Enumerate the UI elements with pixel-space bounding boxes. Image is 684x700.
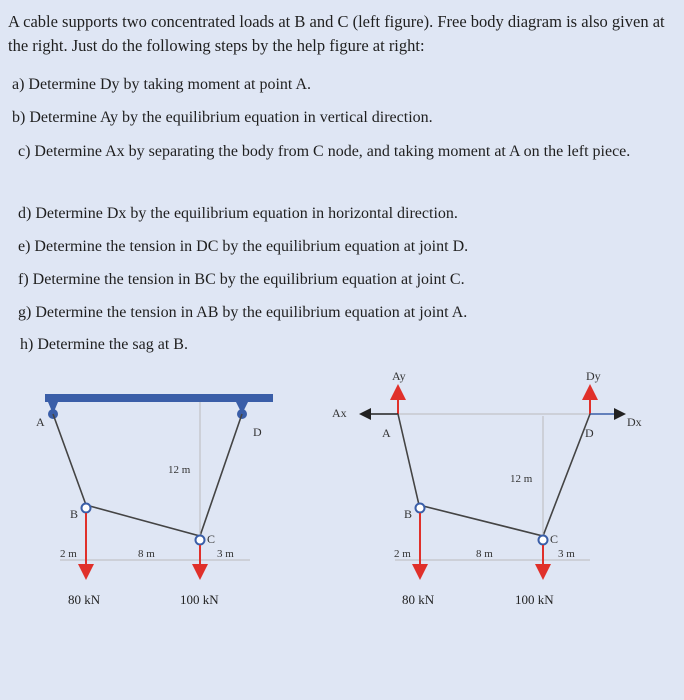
left-dim-12m: 12 m: [168, 464, 191, 476]
step-a: a) Determine Dy by taking moment at point A.: [12, 76, 312, 93]
right-node-b: [416, 504, 425, 513]
left-dim-3m: 3 m: [217, 548, 234, 560]
right-cable: [398, 414, 590, 536]
step-f: f) Determine the tension in BC by the equilibrium equation at joint C.: [18, 271, 465, 288]
left-node-c: [196, 536, 205, 545]
step-e: e) Determine the tension in DC by the equilibrium equation at joint D.: [18, 238, 469, 255]
step-h: h) Determine the sag at B.: [20, 336, 188, 353]
step-c: c) Determine Ax by separating the body from C node, and taking moment at A on the left piece.: [18, 143, 631, 160]
step-d: d) Determine Dx by the equilibrium equation in horizontal direction.: [18, 205, 458, 222]
right-dim-12m: 12 m: [510, 473, 533, 485]
right-label-b: B: [404, 507, 413, 521]
right-label-ax: Ax: [332, 406, 347, 420]
right-label-c: C: [550, 532, 559, 546]
step-b: b) Determine Ay by the equilibrium equation in vertical direction.: [12, 109, 433, 126]
left-dim-2m: 2 m: [60, 548, 77, 560]
problem-intro: A cable supports two concentrated loads at B and C (left figure). Free body diagram is also given at the right. Just do the following steps by the help figure at right:: [8, 12, 665, 55]
left-cable: [53, 414, 242, 536]
left-node-b: [82, 504, 91, 513]
right-label-ay: Ay: [392, 369, 406, 383]
left-dim-8m: 8 m: [138, 548, 155, 560]
left-figure: [36, 394, 273, 607]
right-node-c: [539, 536, 548, 545]
left-label-d: D: [253, 425, 262, 439]
left-ceiling-beam: [45, 394, 273, 402]
right-dim-8m: 8 m: [476, 548, 493, 560]
left-label-a: A: [36, 415, 45, 429]
right-dim-2m: 2 m: [394, 548, 411, 560]
left-load-c-label: 100 kN: [180, 592, 219, 607]
right-figure: [332, 369, 642, 607]
right-load-c-label: 100 kN: [515, 592, 554, 607]
right-label-a: A: [382, 426, 391, 440]
step-g: g) Determine the tension in AB by the equilibrium equation at joint A.: [18, 304, 468, 321]
left-load-b-label: 80 kN: [68, 592, 101, 607]
right-label-dx: Dx: [627, 415, 642, 429]
right-load-b-label: 80 kN: [402, 592, 435, 607]
right-label-d: D: [585, 426, 594, 440]
right-label-dy: Dy: [586, 369, 601, 383]
right-dim-3m: 3 m: [558, 548, 575, 560]
left-label-b: B: [70, 507, 79, 521]
left-label-c: C: [207, 532, 216, 546]
